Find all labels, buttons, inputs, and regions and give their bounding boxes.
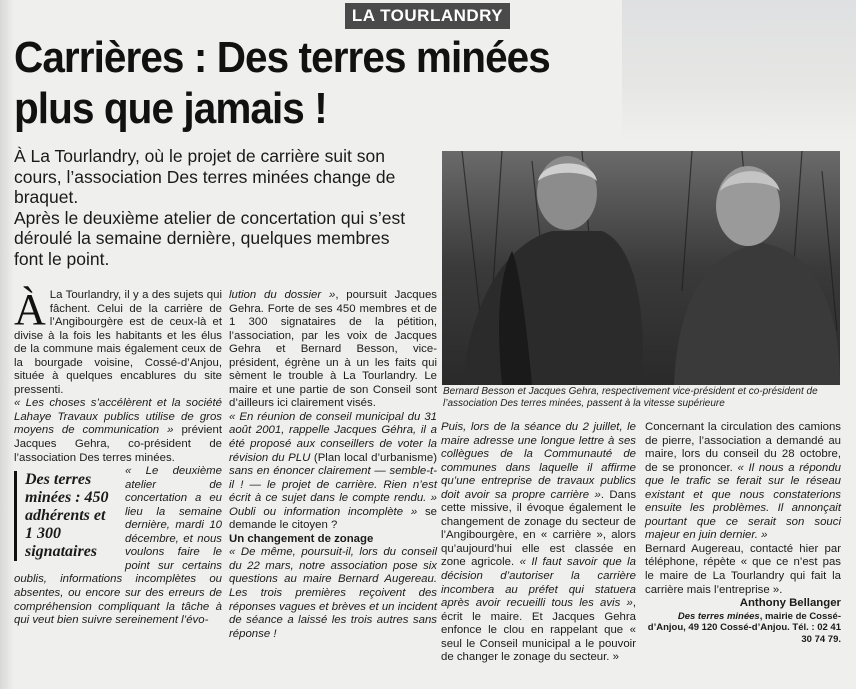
- paragraph: « Les choses s’accélèrent et la société Lahaye Travaux publics utilise de gros moyens de communication » prévient Jacques Gehra, co-président de l’association Des terres minées.: [14, 397, 222, 464]
- paragraph: lution du dossier », poursuit Jacques Gehra. Forte de ses 450 membres et de 1 300 signataires de la pétition, l’association, par les voix de Jacques Gehra et Bernard Besson, vice-président, égrène un à un les faits qui sèment le trouble à La Tourlandry. Le maire et une partie de son Conseil sont d’ailleurs ici clairement visés.: [229, 289, 437, 410]
- author-signature: Anthony Bellanger: [739, 597, 841, 610]
- paragraph: « De même, poursuit-il, lors du conseil du 22 mars, notre association pose six questions au maire Bernard Augereau. Les trois premières reçoivent des réponses vagues et brèves et un incident de séance a laissé les trois autres sans réponse !: [229, 546, 437, 640]
- paragraph: Bernard Augereau, contacté hier par téléphone, répète « que ce n’est pas le maire de La Tourlandry qui fait la carrière mais l’entreprise ».: [645, 542, 841, 596]
- drop-cap: À: [14, 285, 46, 334]
- article-column-3: [441, 421, 636, 665]
- paragraph: Puis, lors de la séance du 2 juillet, le maire adresse une longue lettre à ses collègues de la Communauté de communes dans laquelle il affirme qu’une entreprise de travaux publics doit avoir sa propre carrière ». Dans cette missive, il évoque également le changement de zonage du secteur de l’Angibourgère, en « carrière », alors qu’aujourd’hui elle est classée en zone agricole. « Il faut savoir que la décision d’autoriser la carrière incombera au préfet qui statuera après avoir recueilli tous les avis », écrit le maire. Et Jacques Gehra enfonce le clou en rappelant que « seul le Conseil municipal a le pouvoir de changer le zonage du secteur. »: [441, 421, 637, 664]
- paragraph: « En réunion de conseil municipal du 31 août 2001, rappelle Jacques Géhra, il a été proposé aux conseillers de voter la révision du PLU (Plan local d’urbanisme) sans en énoncer clairement — semble-t-il ! — le projet de carrière. Rien n’est écrit à ce sujet dans le compte rendu. » Oubli ou information incomplète » se demande le citoyen ?: [229, 410, 438, 532]
- adjacent-article-bleed: [622, 0, 856, 140]
- article-photo: [442, 151, 840, 385]
- adjacent-page-edge: [0, 0, 14, 689]
- contact-info: Des terres minées, mairie de Cossé-d’Anjou, 49 120 Cossé-d’Anjou. Tél. : 02 41 30 74 79.: [647, 610, 841, 645]
- lead-sentence-1: À La Tourlandry, où le projet de carrière suit son cours, l’association Des terres minées change de braquet.: [14, 146, 396, 207]
- headline: Carrières : Des terres minées plus que jamais !: [14, 33, 550, 133]
- article-column-1: [14, 285, 222, 628]
- pull-quote: Des terres minées : 450 adhérents et 1 300 signataires: [14, 471, 117, 561]
- paragraph: La Tourlandry, il y a des sujets qui fâchent. Celui de la carrière de l’Angibourgère est de ceux-là et divise à la fois les habitants et les élus de la commune mais également ceux de la bourgade voisine, Cossé-d’Anjou, située à quelques encablures du site pressenti.: [14, 289, 222, 396]
- lead-paragraph: [14, 146, 414, 269]
- subheading: Un changement de zonage: [229, 532, 374, 545]
- photo-illustration: [442, 151, 840, 385]
- article-column-4: [645, 421, 841, 645]
- photo-caption: Bernard Besson et Jacques Gehra, respectivement vice-président et co-président de l’association Des terres minées, passent à la vitesse supérieure: [443, 386, 818, 409]
- paragraph: « Le deuxième atelier de concertation a eu lieu la semaine dernière, mardi 10 décembre, et nous voulons faire le point sur certains oublis, informations incomplètes ou absentes, ou encore sur des erreurs de compréhension compliquant la tâche à qui veut bien suivre sereinement l’évo-: [14, 465, 222, 627]
- lead-sentence-2: Après le deuxième atelier de concertation qui s’est déroulé la semaine dernière, quelques membres font le point.: [14, 207, 406, 269]
- article-column-2: [229, 289, 437, 641]
- paragraph: Concernant la circulation des camions de pierre, l’association a demandé au maire, lors du conseil du 28 octobre, de se prononcer. « Il nous a répondu que le trafic se ferait sur le réseau existant et que nous constaterions ensuite les problèmes. Il annonçait pourtant que ce serait son souci majeur en juin dernier. »: [645, 421, 841, 542]
- section-rubric: LA TOURLANDRY: [345, 3, 510, 29]
